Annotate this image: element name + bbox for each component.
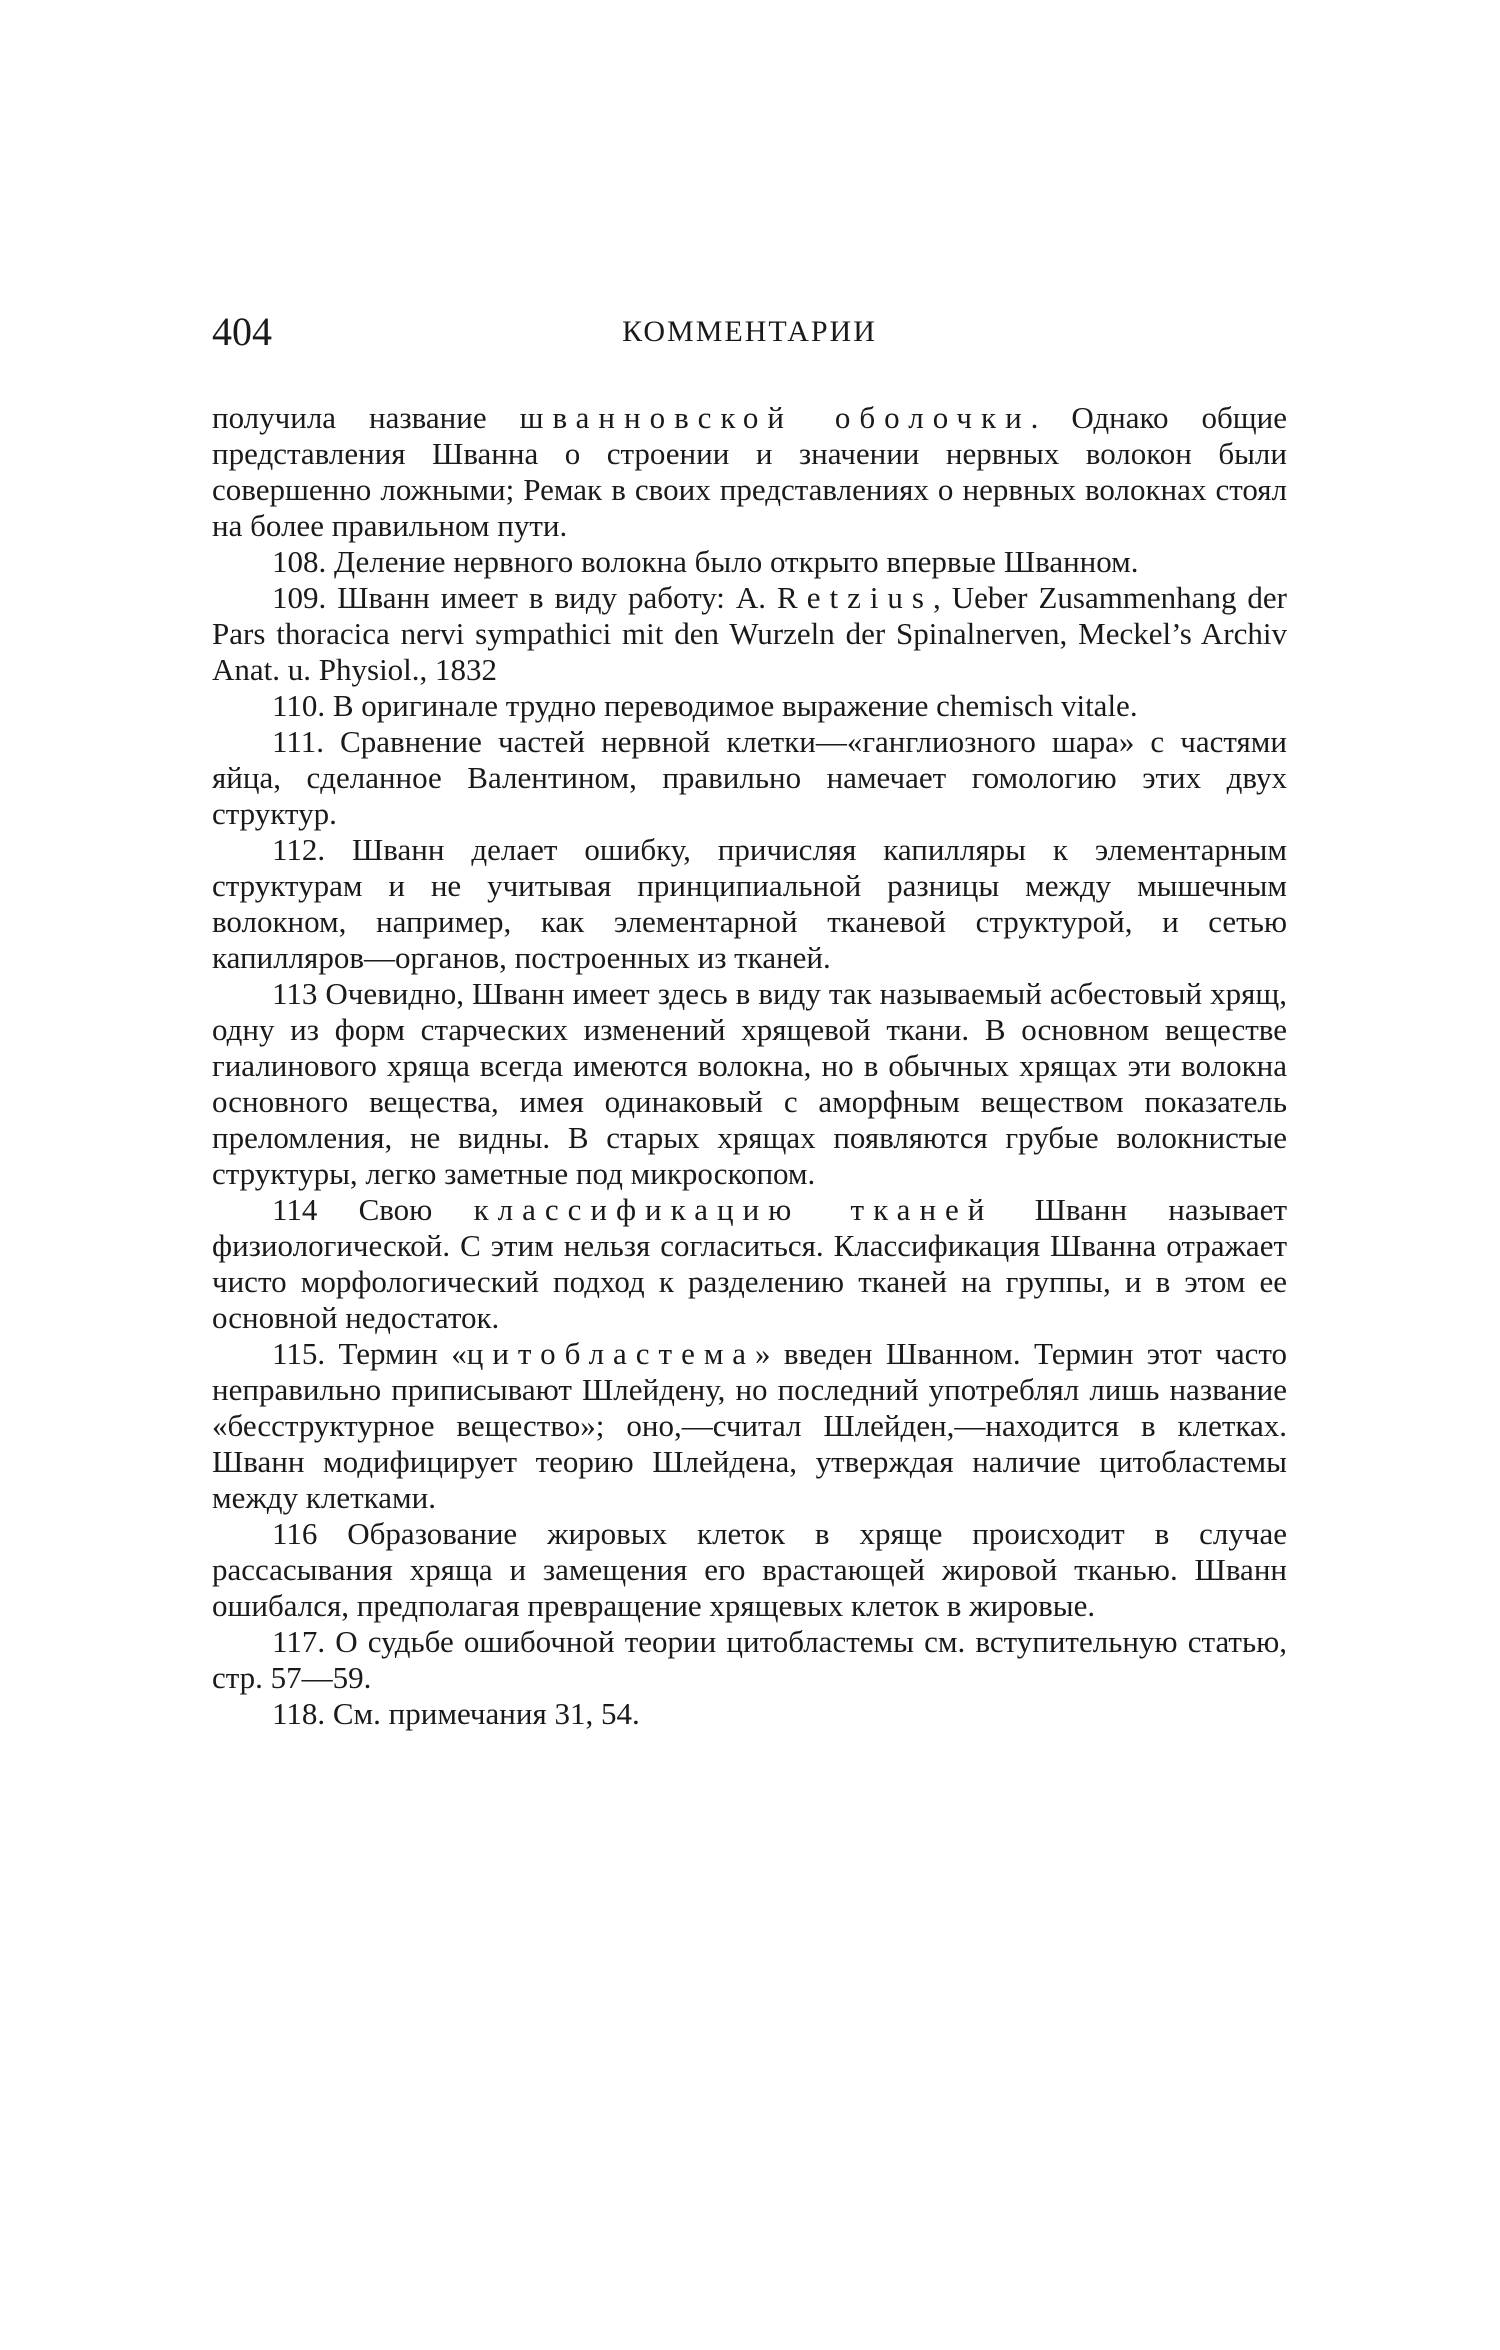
emphasized-term: шванновской оболочки — [519, 400, 1031, 435]
note-114-term: классификацию тканей — [473, 1192, 994, 1227]
note-115-end: » введен Шванном. Термин этот часто неправильно приписывают Шлейдену, но последний употреблял лишь название «бесструктурное вещество»; оно,—считал Шлейден,—находится в клетках. Шванн модифицирует теорию Шлейдена, утверждая наличие цитобластемы между клетками. — [212, 1336, 1287, 1515]
note-112: 112. Шванн делает ошибку, причисляя капилляры к элементарным структурам и не учитывая принципиальной разницы между мышечным волокном, например, как элементарной тканевой структурой, и сетью капилляров—органов, построенных из тканей. — [212, 832, 1287, 975]
note-113: 113 Очевидно, Шванн имеет здесь в виду так называемый асбестовый хрящ, одну из форм старческих изменений хрящевой ткани. В основном веществе гиалинового хряща всегда имеются волокна, но в обычных хрящах эти волокна основного вещества, имея одинаковый с аморфным веществом показатель преломления, не видны. В старых хрящах появляются грубые волокнистые структуры, легко заметные под микроскопом. — [212, 976, 1287, 1191]
commentary-text — [212, 400, 1287, 1732]
note-115 — [212, 1336, 1287, 1516]
note-115-start: 115. Термин « — [272, 1336, 467, 1371]
note-109 — [212, 580, 1287, 688]
note-109-start: 109. Шванн имеет в виду работу: A. — [272, 580, 778, 615]
note-114-start: 114 Свою — [272, 1192, 474, 1227]
note-110: 110. В оригинале трудно переводимое выражение chemisch vitale. — [272, 688, 1138, 723]
note-116: 116 Образование жировых клеток в хряще происходит в случае рассасывания хряща и замещения его врастающей жировой тканью. Шванн ошибался, предполагая превращение хрящевых клеток в жировые. — [212, 1516, 1287, 1623]
note-108: 108. Деление нервного волокна было открыто впервые Шванном. — [272, 544, 1139, 579]
note-109-end: , Ueber Zusammenhang der Pars thoracica nervi sympathici mit den Wurzeln der Spinalnerven, Meckel’s Archiv Anat. u. Physiol., 1832 — [212, 580, 1287, 687]
running-head: КОММЕНТАРИИ — [622, 315, 877, 348]
note-114 — [212, 1192, 1287, 1336]
page-number: 404 — [212, 309, 272, 354]
continuation-text-start: получила название — [212, 400, 520, 435]
continuation-text-end: . Однако общие представления Шванна о строении и значении нервных волокон были совершенно ложными; Ремак в своих представлениях о нервных волокнах стоял на более правильном пути. — [212, 400, 1287, 543]
note-115-term: цитобластема — [466, 1336, 756, 1371]
page-header — [212, 302, 1287, 362]
note-111: 111. Сравнение частей нервной клетки—«ганглиозного шара» с частями яйца, сделанное Валентином, правильно намечает гомологию этих двух структур. — [212, 724, 1287, 831]
note-109-author: Retzius — [777, 580, 934, 615]
note-114-end: Шванн называет физиологической. С этим нельзя согласиться. Классификация Шванна отражает чисто морфологический подход к разделению тканей на группы, и в этом ее основной недостаток. — [212, 1192, 1287, 1335]
note-118: 118. См. примечания 31, 54. — [272, 1696, 640, 1731]
continuation-paragraph — [212, 400, 1287, 544]
note-117: 117. О судьбе ошибочной теории цитобластемы см. вступительную статью, стр. 57—59. — [212, 1624, 1287, 1695]
